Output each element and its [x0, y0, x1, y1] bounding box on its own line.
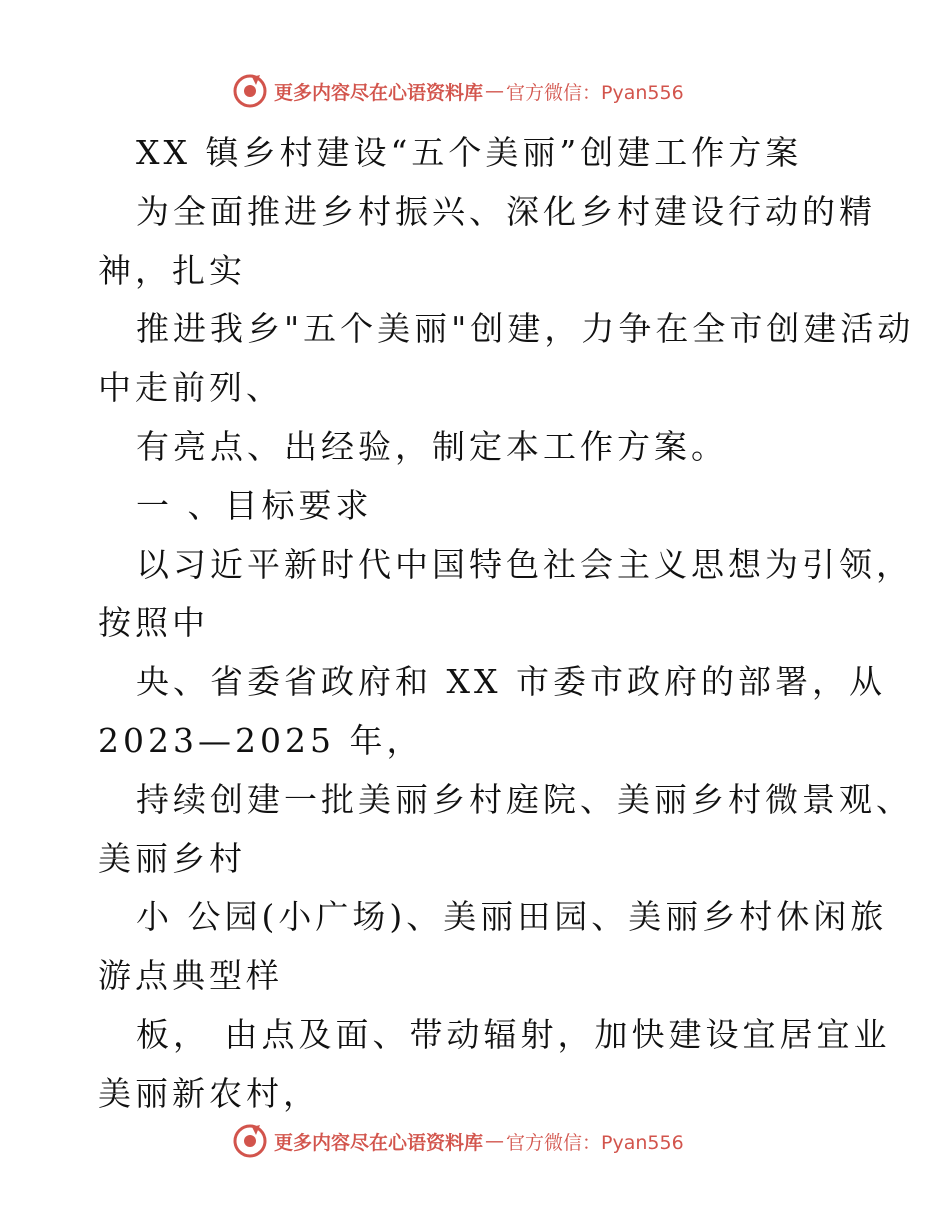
watermark-contact: 官方微信：Pyan556 — [506, 81, 684, 104]
watermark-contact: 官方微信：Pyan556 — [506, 1131, 684, 1154]
document-line: 神，扎实 — [98, 250, 246, 290]
document-line: 有亮点、出经验，制定本工作方案。 — [136, 426, 728, 466]
document-line: XX 镇乡村建设“五个美丽”创建工作方案 — [136, 133, 803, 172]
document-line: 一 、目标要求 — [136, 485, 373, 525]
document-line: 美丽新农村， — [98, 1073, 320, 1113]
watermark-title: 更多内容尽在心语资料库 — [274, 81, 484, 104]
document-line: 板， 由点及面、带动辐射，加快建设宜居宜业 — [136, 1014, 891, 1054]
document-line: 小 公园(小广场)、美丽田园、美丽乡村休闲旅 — [136, 897, 888, 937]
document-line: 持续创建一批美丽乡村庭院、美丽乡村微景观、 — [136, 779, 913, 819]
brand-logo-icon — [232, 1123, 268, 1159]
document-line: 美丽乡村 — [98, 838, 246, 878]
document-line: 游点典型样 — [98, 956, 283, 996]
watermark-dash: — — [485, 80, 505, 102]
brand-logo-icon — [232, 73, 268, 109]
document-line: 以习近平新时代中国特色社会主义思想为引领， — [136, 544, 913, 584]
document-line: 推进我乡"五个美丽"创建，力争在全市创建活动 — [136, 309, 915, 349]
watermark-title: 更多内容尽在心语资料库 — [274, 1131, 484, 1154]
document-line: 为全面推进乡村振兴、深化乡村建设行动的精 — [136, 191, 876, 231]
watermark-dash: — — [485, 1130, 505, 1152]
document-line: 2023—2025 年， — [98, 720, 424, 760]
watermark-footer — [232, 1121, 684, 1161]
document-line: 央、省委省政府和 XX 市委市政府的部署，从 — [136, 662, 886, 702]
document-line: 中走前列、 — [98, 368, 283, 408]
document-line: 按照中 — [98, 603, 209, 643]
watermark-header — [232, 71, 684, 111]
document-body — [98, 124, 915, 1124]
